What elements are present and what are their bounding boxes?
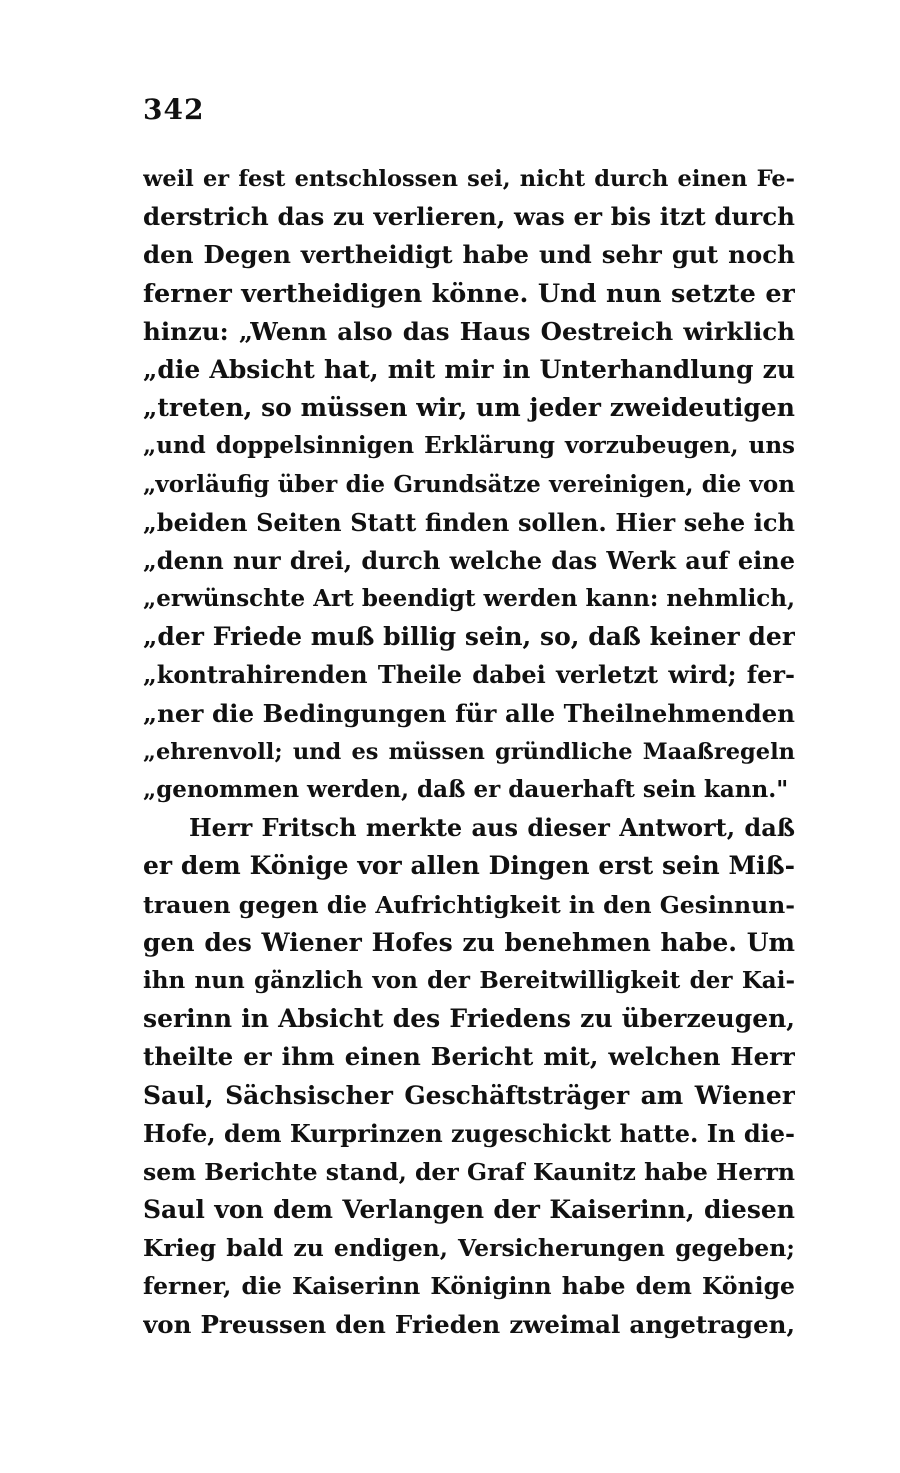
text-line: ferner vertheidigen könne. Und nun setzte er [143,278,795,309]
text-line: von Preussen den Frieden zweimal angetragen, [143,1309,795,1339]
text-line: Herr Fritsch merkte aus dieser Antwort, daß [189,813,795,843]
text-line: „treten, so müssen wir, um jeder zweideutigen [143,393,795,423]
text-line: „beiden Seiten Statt finden sollen. Hier sehe ich [143,507,795,537]
text-line: trauen gegen die Aufrichtigkeit in den Gesinnun- [143,890,795,919]
text-line: theilte er ihm einen Bericht mit, welchen Herr [143,1042,795,1072]
text-line: Krieg bald zu endigen, Versicherungen gegeben; [143,1234,795,1263]
text-line: „ehrenvoll; und es müssen gründliche Maaßregeln [143,738,795,765]
text-line: „ner die Bedingungen für alle Theilnehmenden [143,698,795,728]
text-line: er dem Könige vor allen Dingen erst sein Miß- [143,851,795,881]
text-line: den Degen vertheidigt habe und sehr gut noch [143,240,795,270]
text-line: „der Friede muß billig sein, so, daß keiner der [143,622,795,652]
text-line: ihn nun gänzlich von der Bereitwilligkeit der Kai- [143,966,795,994]
text-line: Saul von dem Verlangen der Kaiserinn, diesen [143,1195,795,1225]
text-line: derstrich das zu verlieren, was er bis itzt durch [143,202,795,232]
text-line: Hofe, dem Kurprinzen zugeschickt hatte. In die- [143,1118,795,1148]
page-number: 342 [143,93,205,126]
text-line: „kontrahirenden Theile dabei verletzt wird; fer- [143,660,795,690]
text-line: weil er fest entschlossen sei, nicht durch einen Fe- [143,166,795,192]
text-line: „denn nur drei, durch welche das Werk auf eine [143,545,795,575]
text-line: serinn in Absicht des Friedens zu überzeugen, [143,1004,795,1034]
text-line: „die Absicht hat, mit mir in Unterhandlung zu [143,354,795,384]
text-line: „genommen werden, daß er dauerhaft sein kann." [143,776,789,803]
text-line: hinzu: „Wenn also das Haus Oestreich wirklich [143,316,795,346]
text-line: „vorläufig über die Grundsätze vereinigen, die von [143,470,795,498]
body-text [143,160,795,1344]
text-line: Saul, Sächsischer Geschäftsträger am Wiener [143,1080,795,1110]
text-line: sem Berichte stand, der Graf Kaunitz habe Herrn [143,1157,795,1186]
text-line: „und doppelsinnigen Erklärung vorzubeugen, uns [143,432,795,460]
text-line: ferner, die Kaiserinn Königinn habe dem Könige [143,1272,795,1301]
text-line: gen des Wiener Hofes zu benehmen habe. Um [143,927,795,957]
text-line: „erwünschte Art beendigt werden kann: nehmlich, [143,585,795,613]
